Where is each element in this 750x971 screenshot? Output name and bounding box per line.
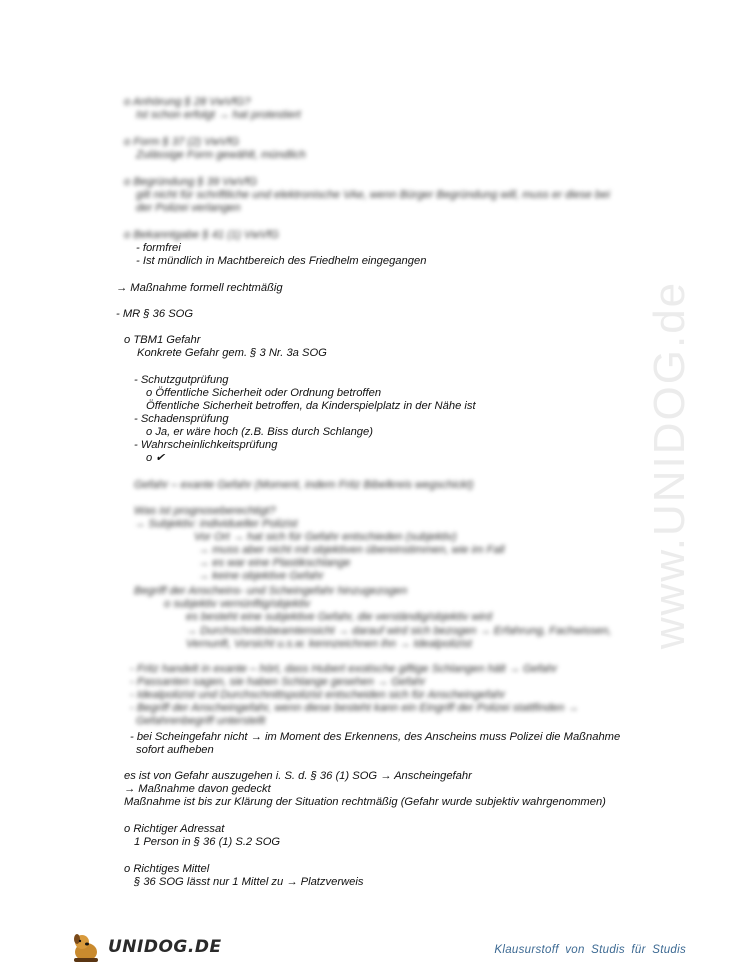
text-line: o TBM1 Gefahr bbox=[124, 334, 201, 346]
text-line: Vernunft, Vorsicht u.s.w. kennzeichnen ihn → Idealpolizist bbox=[186, 638, 472, 650]
text-line: → Durchschnittsbeamtensicht → darauf wird sich bezogen → Erfahrung, Fachwissen, bbox=[186, 625, 612, 637]
text-line: sofort aufheben bbox=[136, 744, 214, 756]
text-line: o Form § 37 (2) VwVfG bbox=[124, 136, 240, 148]
text-line: o Ja, er wäre hoch (z.B. Biss durch Schlange) bbox=[146, 426, 373, 438]
text-line: - MR § 36 SOG bbox=[116, 308, 194, 320]
text-line: es ist von Gefahr auszugehen i. S. d. § 36 (1) SOG → Anscheingefahr bbox=[124, 770, 472, 782]
text-line: gilt nicht für schriftliche und elektronische VAe, wenn Bürger Begründung will, muss er diese bei bbox=[136, 189, 610, 201]
text-line: - Begriff der Anscheingefahr, wenn diese besteht kann ein Eingriff der Polizei stattfinden → bbox=[130, 702, 579, 714]
text-line: → es war eine Plastikschlange bbox=[198, 557, 351, 569]
text-line: o Öffentliche Sicherheit oder Ordnung betroffen bbox=[146, 387, 382, 399]
text-line: Ist schon erfolgt → hat protestiert bbox=[136, 109, 301, 121]
text-line: → Maßnahme formell rechtmäßig bbox=[116, 282, 283, 294]
text-line: o ✔ bbox=[146, 452, 165, 464]
text-line: Gefahr – exante Gefahr (Moment, indem Fritz Bibelkreis wegschickt) bbox=[134, 479, 474, 491]
text-line: Konkrete Gefahr gem. § 3 Nr. 3a SOG bbox=[137, 347, 327, 359]
text-line: - Idealpolizist und Durchschnittspolizist entscheiden sich für Anscheingefahr bbox=[130, 689, 506, 701]
text-line: Was ist prognoseberechtigt? bbox=[134, 505, 276, 517]
text-line: Begriff der Anscheins- und Scheingefahr hinzugezogen bbox=[134, 585, 408, 597]
text-line: Gefahrenbegriff unterstellt bbox=[136, 715, 266, 727]
text-line: - Ist mündlich in Machtbereich des Friedhelm eingegangen bbox=[136, 255, 427, 267]
text-line: → Subjektiv: individueller Polizist bbox=[134, 518, 298, 530]
text-line: - Wahrscheinlichkeitsprüfung bbox=[134, 439, 278, 451]
text-line: Zulässige Form gewählt, mündlich bbox=[136, 149, 306, 161]
text-line: o Richtiges Mittel bbox=[124, 863, 210, 875]
text-line: → keine objektive Gefahr bbox=[198, 570, 324, 582]
dog-mascot-icon bbox=[68, 930, 104, 964]
unidog-logo bbox=[68, 930, 222, 964]
text-line: - bei Scheingefahr nicht → im Moment des Erkennens, des Anscheins muss Polizei die Maßnahme bbox=[130, 731, 621, 743]
text-line: - Passanten sagen, sie haben Schlange gesehen → Gefahr bbox=[130, 676, 426, 688]
text-line: o Begründung § 39 VwVfG bbox=[124, 176, 258, 188]
logo-text: UNIDOG.DE bbox=[108, 937, 222, 957]
text-line: Öffentliche Sicherheit betroffen, da Kinderspielplatz in der Nähe ist bbox=[146, 400, 476, 412]
text-line: Vor Ort → hat sich für Gefahr entschieden (subjektiv) bbox=[194, 531, 457, 543]
text-line: § 36 SOG lässt nur 1 Mittel zu → Platzverweis bbox=[134, 876, 364, 888]
text-line: → Maßnahme davon gedeckt bbox=[124, 783, 271, 795]
text-line: o Bekanntgabe § 41 (1) VwVfG bbox=[124, 229, 279, 241]
footer-tagline: Klausurstoff von Studis für Studis bbox=[494, 944, 686, 956]
text-line: o Richtiger Adressat bbox=[124, 823, 225, 835]
text-line: o Anhörung § 28 VwVfG? bbox=[124, 96, 251, 108]
text-line: Maßnahme ist bis zur Klärung der Situation rechtmäßig (Gefahr wurde subjektiv wahrgenommen) bbox=[124, 796, 606, 808]
text-line: - Fritz handelt in exante – hört, dass Hubert exotische giftige Schlangen hält → Gefahr bbox=[130, 663, 558, 675]
text-line: 1 Person in § 36 (1) S.2 SOG bbox=[134, 836, 281, 848]
text-line: o subjektiv vernünftig/objektiv bbox=[164, 598, 311, 610]
text-line: der Polizei verlangen bbox=[136, 202, 241, 214]
watermark: www.UNIDOG.de bbox=[645, 280, 695, 650]
text-line: → muss aber nicht mit objektiven übereinstimmen, wie im Fall bbox=[198, 544, 505, 556]
text-line: es besteht eine subjektive Gefahr, die verständig/objektiv wird bbox=[186, 611, 492, 623]
text-line: - formfrei bbox=[136, 242, 181, 254]
text-line: - Schadensprüfung bbox=[134, 413, 229, 425]
text-line: - Schutzgutprüfung bbox=[134, 374, 229, 386]
